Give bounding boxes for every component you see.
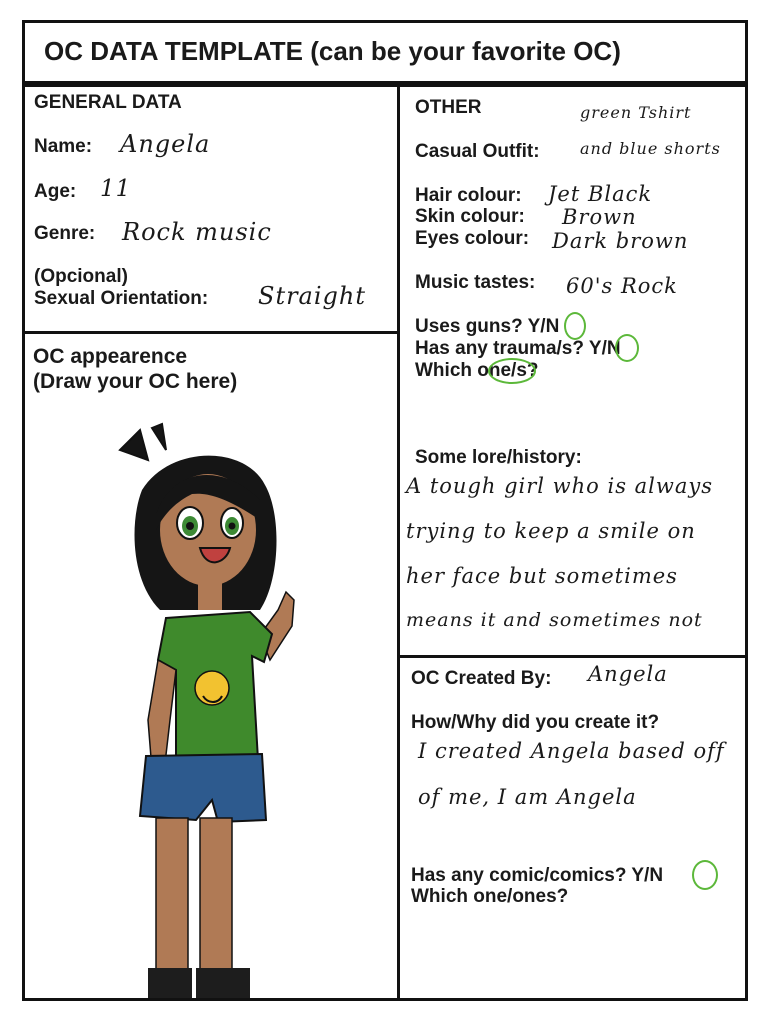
hair-value: Jet Black — [548, 182, 653, 206]
outfit-value-line-1: green Tshirt — [580, 103, 692, 122]
lore-line-4: means it and sometimes not — [406, 609, 703, 631]
orientation-label: Sexual Orientation: — [34, 288, 209, 309]
guns-label: Uses guns? Y/N — [415, 316, 560, 337]
age-value: 11 — [100, 176, 132, 202]
how-line-1: I created Angela based off — [418, 739, 725, 763]
hair-label: Hair colour: — [415, 185, 522, 206]
general-heading: GENERAL DATA — [34, 92, 182, 113]
genre-value: Rock music — [122, 218, 272, 246]
guns-answer-circle — [564, 312, 586, 340]
trauma-label: Has any trauma/s? Y/N — [415, 338, 621, 359]
appearance-heading: OC appearence — [33, 345, 188, 368]
eyes-value: Dark brown — [552, 229, 689, 253]
other-heading: OTHER — [415, 97, 482, 118]
comic-which-label: Which one/ones? — [411, 886, 569, 907]
comic-label: Has any comic/comics? Y/N — [411, 865, 664, 886]
outfit-value-line-2: and blue shorts — [580, 139, 721, 158]
comic-answer-circle — [692, 860, 718, 890]
skin-value: Brown — [562, 205, 637, 229]
how-line-2: of me, I am Angela — [418, 785, 637, 809]
orientation-value: Straight — [258, 282, 367, 310]
lore-line-1: A tough girl who is always — [406, 474, 714, 498]
creator-box — [397, 655, 748, 1001]
lore-line-3: her face but sometimes — [406, 564, 678, 588]
orientation-label-optional: (Opcional) — [34, 266, 128, 287]
eyes-label: Eyes colour: — [415, 228, 530, 249]
skin-label: Skin colour: — [415, 206, 525, 227]
created-by-label: OC Created By: — [411, 668, 552, 689]
music-value: 60's Rock — [566, 274, 678, 298]
page-title: OC DATA TEMPLATE (can be your favorite OC) — [44, 36, 621, 66]
age-label: Age: — [34, 181, 77, 202]
lore-label: Some lore/history: — [415, 447, 582, 468]
how-label: How/Why did you create it? — [411, 712, 660, 733]
character-drawing — [100, 420, 300, 998]
music-label: Music tastes: — [415, 272, 536, 293]
lore-line-2: trying to keep a smile on — [406, 519, 696, 543]
outfit-label: Casual Outfit: — [415, 141, 540, 162]
name-value: Angela — [120, 130, 211, 158]
which-label: Which one/s? — [415, 360, 539, 381]
genre-label: Genre: — [34, 223, 96, 244]
name-label: Name: — [34, 136, 93, 157]
which-circle — [488, 358, 536, 384]
trauma-answer-circle — [615, 334, 639, 362]
appearance-subheading: (Draw your OC here) — [33, 370, 238, 393]
created-by-value: Angela — [588, 662, 668, 686]
